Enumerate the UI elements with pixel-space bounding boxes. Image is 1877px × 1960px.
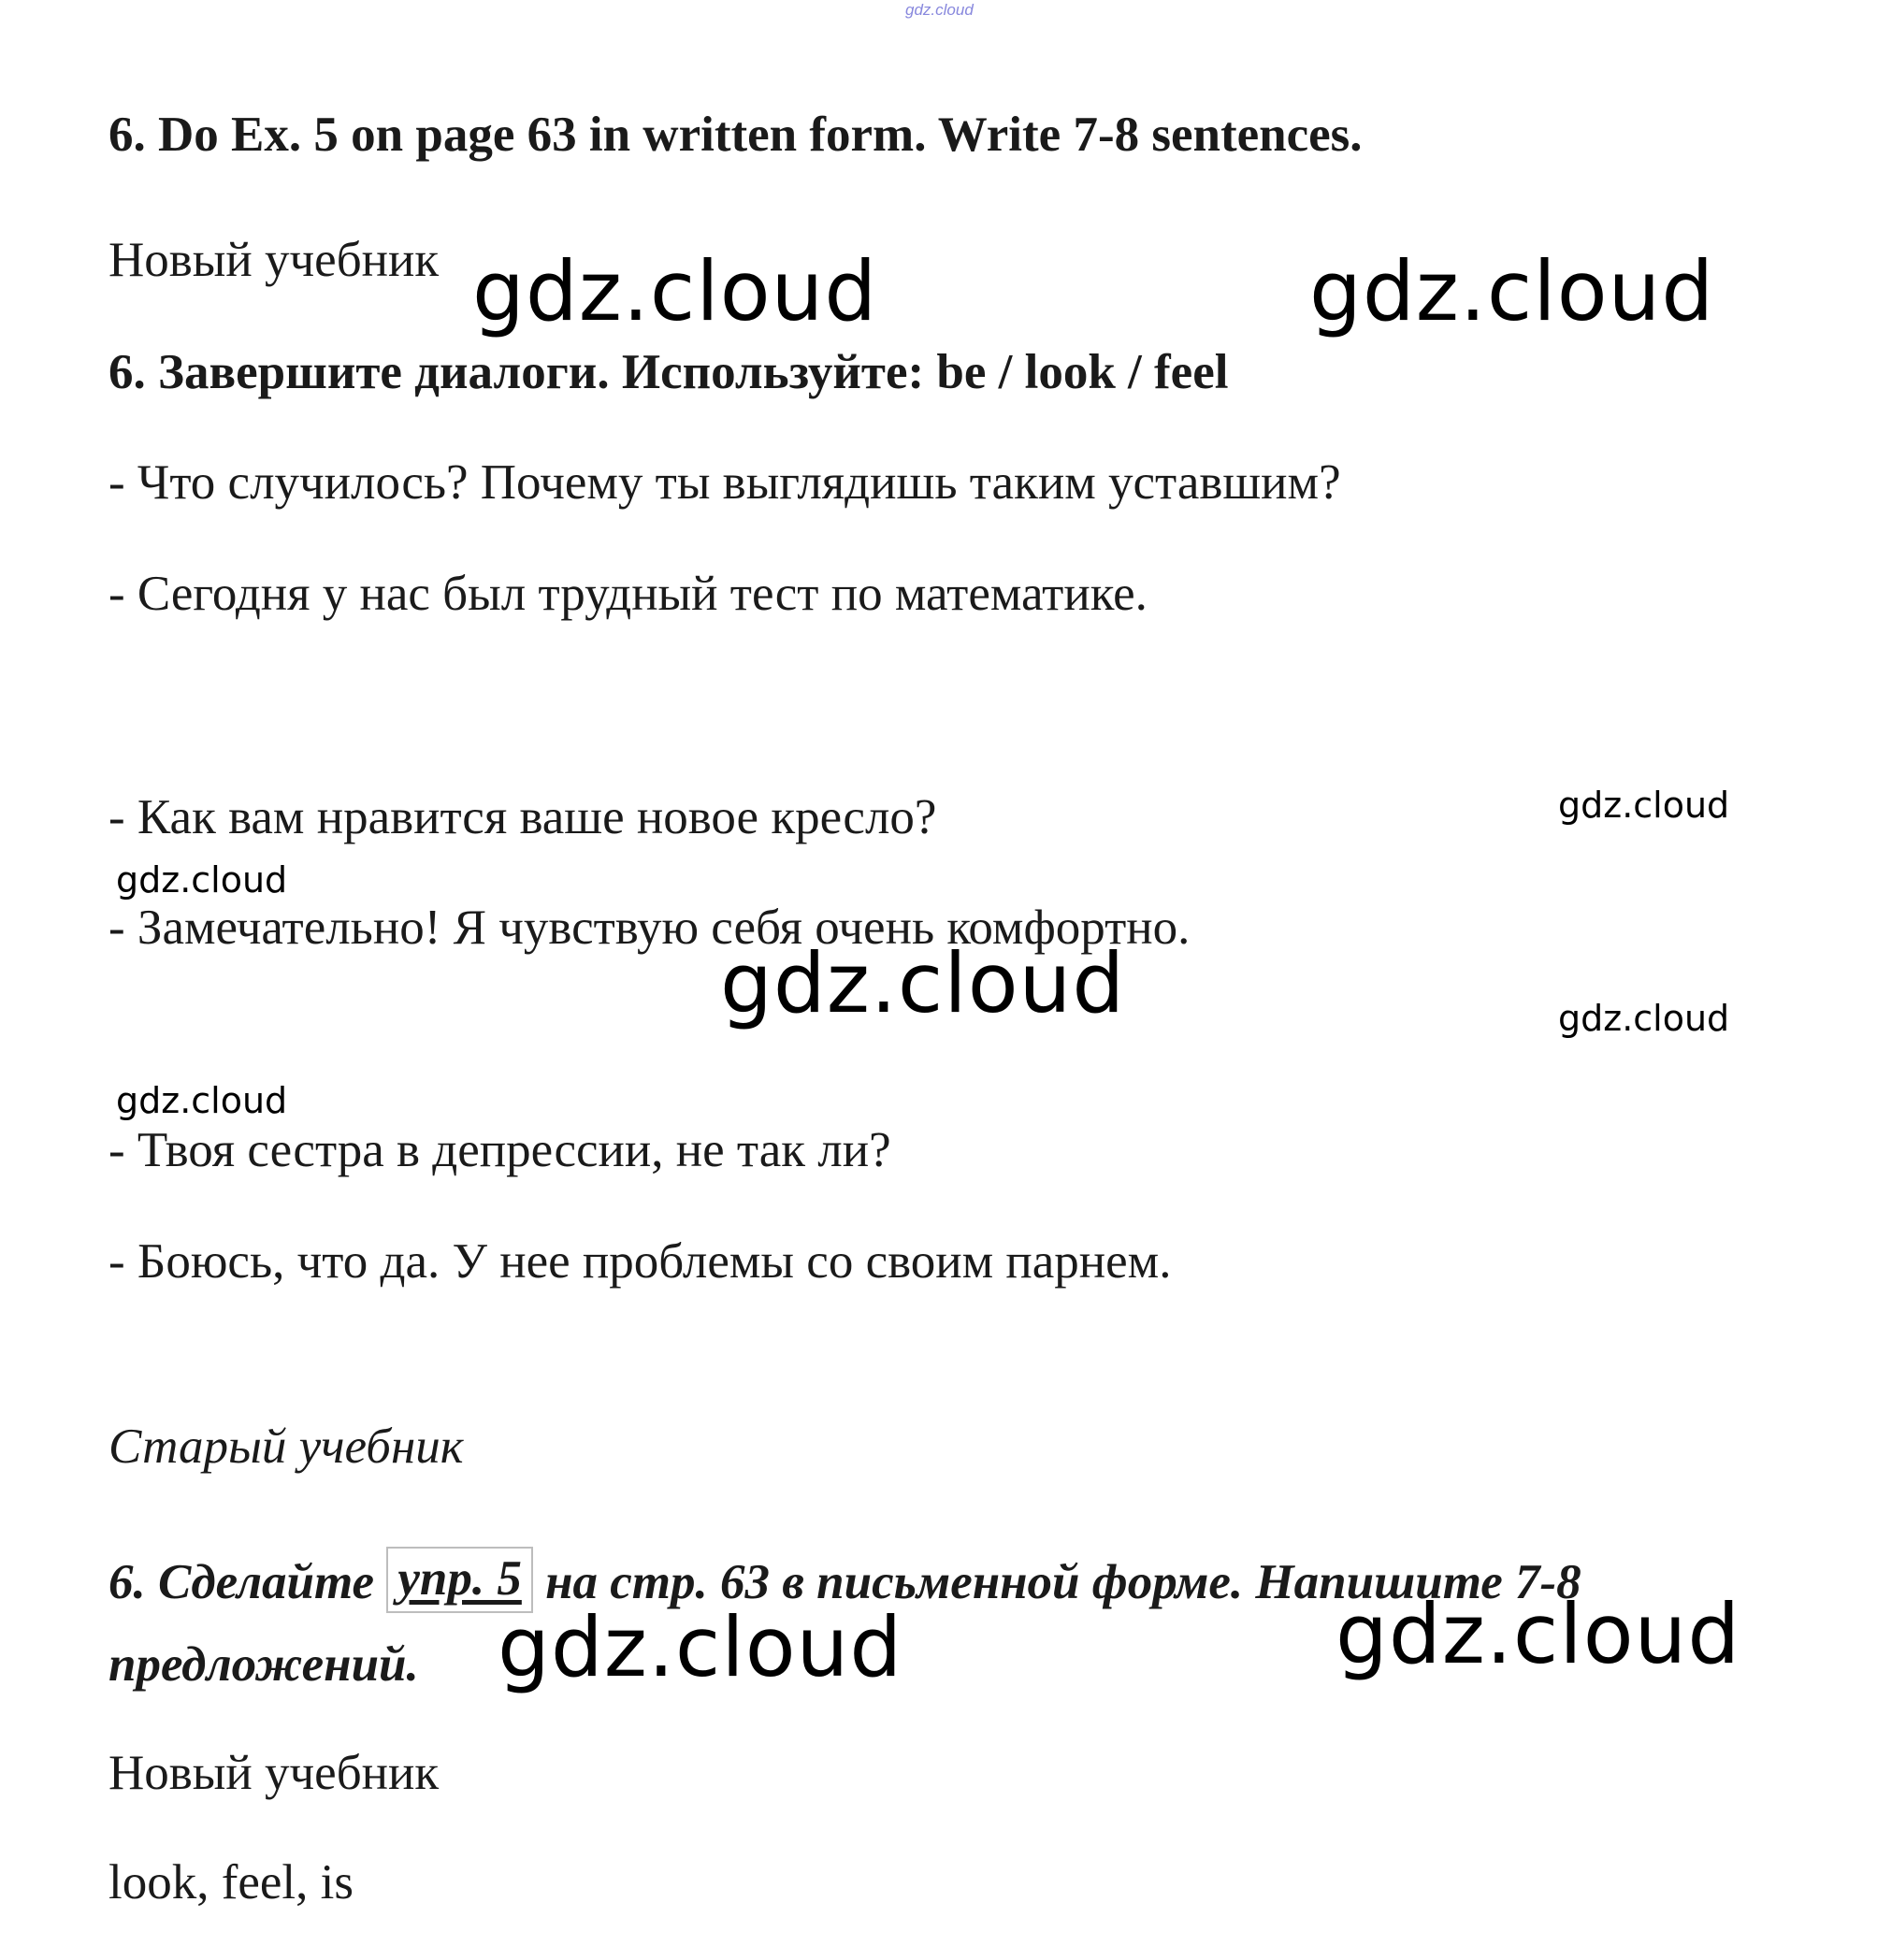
old-task-line-2: предложений. xyxy=(108,1637,419,1692)
answer-text: look, feel, is xyxy=(108,1855,354,1910)
watermark: gdz.cloud xyxy=(472,243,878,339)
task-russian: 6. Завершите диалоги. Используйте: be / look / feel xyxy=(108,345,1229,399)
site-mark: gdz.cloud xyxy=(905,1,974,19)
dialog-line: - Что случилось? Почему ты выглядишь таким уставшим? xyxy=(108,455,1341,510)
old-task-prefix: 6. Сделайте xyxy=(108,1555,375,1609)
dialog-line: - Твоя сестра в депрессии, не так ли? xyxy=(108,1123,891,1177)
new-textbook-label-2: Новый учебник xyxy=(108,1746,440,1800)
watermark: gdz.cloud xyxy=(1558,998,1730,1039)
dialog-line: - Как вам нравится ваше новое кресло? xyxy=(108,790,937,844)
old-task-suffix: на стр. 63 в письменной форме. Напишите 7-8 xyxy=(545,1555,1581,1609)
new-textbook-label: Новый учебник xyxy=(108,233,440,287)
task-english: 6. Do Ex. 5 on page 63 in written form. Write 7-8 sentences. xyxy=(108,108,1363,162)
watermark: gdz.cloud xyxy=(1558,785,1730,826)
watermark: gdz.cloud xyxy=(1336,1586,1741,1682)
watermark: gdz.cloud xyxy=(116,859,288,901)
watermark: gdz.cloud xyxy=(498,1599,903,1695)
dialog-line: - Боюсь, что да. У нее проблемы со своим парнем. xyxy=(108,1234,1172,1289)
dialog-line: - Замечательно! Я чувствую себя очень комфортно. xyxy=(108,901,1191,955)
old-textbook-label: Старый учебник xyxy=(108,1420,464,1474)
watermark: gdz.cloud xyxy=(1309,243,1715,339)
dialog-line: - Сегодня у нас был трудный тест по математике. xyxy=(108,567,1148,621)
exercise-link[interactable]: упр. 5 xyxy=(386,1547,533,1613)
watermark: gdz.cloud xyxy=(720,935,1126,1031)
watermark: gdz.cloud xyxy=(116,1080,288,1121)
